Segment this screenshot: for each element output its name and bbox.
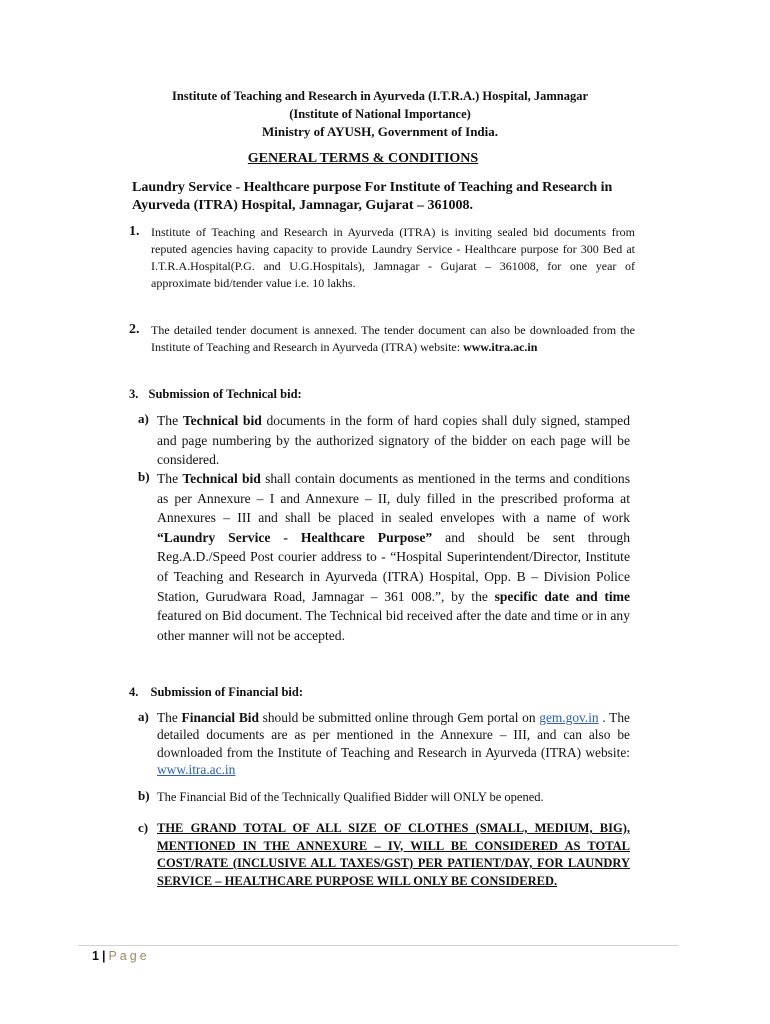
clause-text: Institute of Teaching and Research in Ayurveda (ITRA) is inviting sealed bid documents from reputed agencies having capacity to provide Laundry Service - Healthcare purpose for 300 Bed at I.T.R.A.Hospital(P.G. and U.G.Hospitals), Jamnagar - Gujarat – 361008, for one year of approximate bid/tender value i.e. 10 lakhs. [151,225,635,290]
text-run: . The detailed documents are as per mentioned in the Annexure – III, and can also be downloaded from the Institute of Teaching and Research in Ayurveda (ITRA) website: [157,710,630,760]
page-label: Page [108,949,150,963]
text-run: The [157,413,179,428]
tender-subtitle: Laundry Service - Healthcare purpose For Institute of Teaching and Research in Ayurveda (ITRA) Hospital, Jamnagar, Gujarat – 361008. [132,180,613,213]
institute-status: (Institute of National Importance) [289,107,471,121]
section-3-heading [129,387,302,402]
footer-separator: | [101,949,106,963]
gem-portal-link[interactable]: gem.gov.in [539,710,599,725]
bold-run: Technical bid [182,471,261,486]
institute-name: Institute of Teaching and Research in Ayurveda (I.T.R.A.) Hospital, Jamnagar [171,89,588,103]
sub-text [157,411,630,470]
section-number: 4. [129,685,139,699]
text-run: featured on Bid document. The Technical bid received after the date and time or in any other manner will not be accepted. [157,608,630,643]
section-title: Submission of Technical bid: [148,387,302,401]
text-run: and should be sent through Reg.A.D./Speed Post courier address to - “Hospital Superintendent/Director, Institute of Teaching and Research in Ayurveda (ITRA) Hospital, Opp. B – Division Police Station, Gurudwara Road, Jamnagar – 361 008.”, by the [157,529,630,604]
page-footer [92,949,150,963]
clause-number: 2. [129,322,140,337]
sub-text: The Financial Bid of the Technically Qualified Bidder will ONLY be opened. [157,790,544,804]
page-title: GENERAL TERMS & CONDITIONS [247,151,479,166]
text-run: should be submitted online through Gem portal on [262,710,536,725]
bold-run: specific date and time [494,588,630,604]
bold-run: Technical bid [182,413,262,428]
clause-text [151,322,635,356]
page-number: 1 [92,949,99,963]
text-run: shall contain documents as mentioned in the terms and conditions as per Annexure – I and Annexure – II, duly filled in the prescribed proforma at Annexures – III and shall be placed in sealed envelopes with a name of work [157,471,630,526]
sub-label: c) [138,820,149,835]
section-title: Submission of Financial bid: [150,685,303,699]
bold-run: “Laundry Service - Healthcare Purpose” [157,529,433,545]
website-text: www.itra.ac.in [463,340,538,354]
sub-text [157,709,630,778]
sub-label: b) [138,469,150,484]
ministry-name: Ministry of AYUSH, Government of India. [261,124,499,139]
section-4-heading [129,685,303,700]
text-run: The [157,710,178,725]
clause-number: 1. [129,224,140,239]
sub-text [157,469,630,645]
text-run: The [157,471,179,486]
section-number: 3. [129,387,139,401]
itra-website-link[interactable]: www.itra.ac.in [157,761,236,777]
sub-text: THE GRAND TOTAL OF ALL SIZE OF CLOTHES (SMALL, MEDIUM, BIG), MENTIONED IN THE ANNEXURE – IV, WILL BE CONSIDERED AS TOTAL COST/RATE (INCLUSIVE ALL TAXES/GST) PER PATIENT/DAY, FOR LAUNDRY SERVICE – HEALTHCARE PURPOSE WILL ONLY BE CONSIDERED. [157,821,630,888]
sub-label: b) [138,788,150,803]
footer-divider [78,945,678,946]
sub-label: a) [138,411,149,426]
sub-label: a) [138,709,149,724]
clause-text-main: The detailed tender document is annexed. The tender document can also be downloaded from the Institute of Teaching and Research in Ayurveda (ITRA) website: [151,323,635,354]
bold-run: Financial Bid [181,710,259,725]
text-run: documents in the form of hard copies shall duly signed, stamped and page numbering by the authorized signatory of the bidder on each page will be considered. [157,413,630,468]
